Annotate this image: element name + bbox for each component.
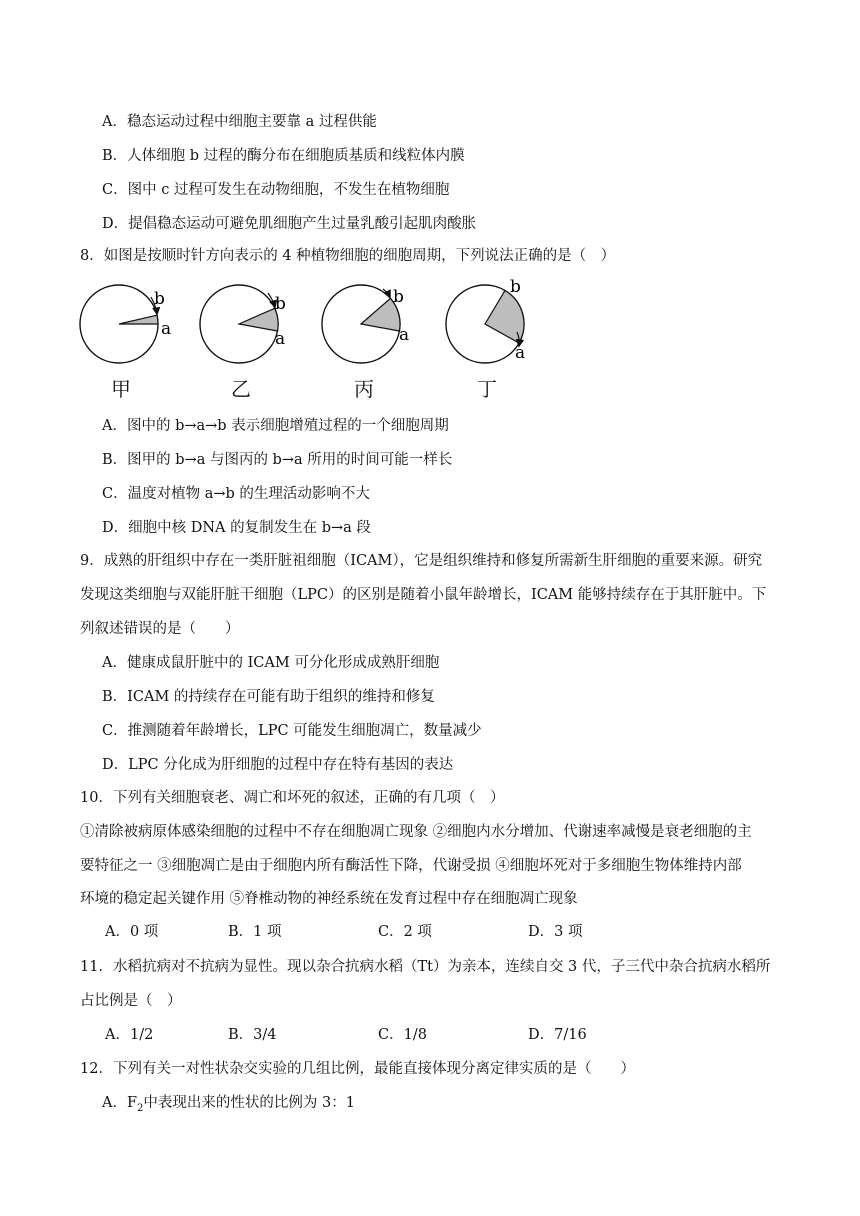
label-a-yi: a	[275, 329, 286, 349]
q11-option-b: B．3/4	[228, 1027, 277, 1043]
q10-option-b: B．1 项	[228, 924, 282, 940]
q9-stem-line-3: 列叙述错误的是（ ）	[80, 621, 240, 637]
q11-option-d: D．7/16	[528, 1027, 587, 1043]
cycle-circle-ding	[446, 277, 525, 363]
q8-option-c: C．温度对植物 a→b 的生理活动影响不大	[102, 486, 370, 502]
label-b-yi: b	[275, 294, 286, 314]
label-b-jia: b	[154, 289, 165, 309]
q10-body-line-3: 环境的稳定起关键作用 ⑤脊椎动物的神经系统在发育过程中存在细胞凋亡现象	[80, 891, 578, 907]
q9-option-a: A．健康成鼠肝脏中的 ICAM 可分化形成成熟肝细胞	[102, 655, 440, 671]
q10-options-row	[105, 922, 825, 946]
q12-option-a-prefix: A．F	[102, 1095, 138, 1111]
cell-cycle-figure	[74, 276, 544, 410]
q12-option-a	[102, 1093, 355, 1119]
q7-option-c: C．图中 c 过程可发生在动物细胞，不发生在植物细胞	[102, 182, 450, 198]
q12-option-a-subscript: 2	[137, 1102, 144, 1114]
label-a-bing: a	[399, 325, 410, 345]
q10-option-c: C．2 项	[378, 924, 432, 940]
cycle-circle-yi	[200, 285, 286, 363]
q12-stem: 12．下列有关一对性状杂交实验的几组比例，最能直接体现分离定律实质的是（ ）	[80, 1061, 635, 1077]
q8-option-d: D．细胞中核 DNA 的复制发生在 b→a 段	[102, 520, 371, 536]
q7-option-a: A．稳态运动过程中细胞主要靠 a 过程供能	[102, 114, 377, 130]
caption-ding: 丁	[477, 377, 497, 401]
label-a-ding: a	[515, 343, 526, 363]
label-b-bing: b	[393, 287, 404, 307]
label-a-jia: a	[161, 319, 172, 339]
q11-options-row	[105, 1025, 825, 1049]
caption-jia: 甲	[111, 377, 131, 401]
q9-option-d: D．LPC 分化成为肝细胞的过程中存在特有基因的表达	[102, 757, 454, 773]
q8-option-b: B．图甲的 b→a 与图丙的 b→a 所用的时间可能一样长	[102, 452, 453, 468]
q11-stem-line-1: 11．水稻抗病对不抗病为显性。现以杂合抗病水稻（Tt）为亲本，连续自交 3 代，子三代中杂合抗病水稻所	[80, 959, 771, 975]
caption-yi: 乙	[231, 377, 251, 401]
label-b-ding: b	[510, 277, 521, 297]
q8-stem: 8．如图是按顺时针方向表示的 4 种植物细胞的细胞周期，下列说法正确的是（ ）	[80, 248, 616, 264]
q9-stem-line-2: 发现这类细胞与双能肝脏干细胞（LPC）的区别是随着小鼠年龄增长，ICAM 能够持续存在于其肝脏中。下	[80, 587, 767, 603]
q10-body-line-2: 要特征之一 ③细胞凋亡是由于细胞内所有酶活性下降，代谢受损 ④细胞坏死对于多细胞生物体维持内部	[80, 858, 742, 874]
caption-bing: 丙	[354, 377, 374, 401]
q10-body-line-1: ①清除被病原体感染细胞的过程中不存在细胞凋亡现象 ②细胞内水分增加、代谢速率减慢是衰老细胞的主	[80, 824, 752, 840]
q7-option-d: D．提倡稳态运动可避免肌细胞产生过量乳酸引起肌肉酸胀	[102, 216, 477, 232]
q11-stem-line-2: 占比例是（ ）	[80, 993, 182, 1009]
q12-option-a-rest: 中表现出来的性状的比例为 3：1	[143, 1095, 355, 1111]
q11-option-c: C．1/8	[378, 1027, 427, 1043]
q9-option-c: C．推测随着年龄增长，LPC 可能发生细胞凋亡，数量减少	[102, 723, 482, 739]
q11-option-a: A．1/2	[105, 1027, 154, 1043]
q10-option-a: A．0 项	[105, 924, 159, 940]
cell-cycle-diagrams	[74, 276, 544, 376]
q10-stem: 10．下列有关细胞衰老、凋亡和坏死的叙述，正确的有几项（ ）	[80, 790, 505, 806]
cycle-circle-bing	[322, 285, 409, 363]
q9-option-b: B．ICAM 的持续存在可能有助于组织的维持和修复	[102, 689, 435, 705]
q8-option-a: A．图中的 b→a→b 表示细胞增殖过程的一个细胞周期	[102, 418, 449, 434]
cycle-circle-jia	[80, 285, 171, 363]
q7-option-b: B．人体细胞 b 过程的酶分布在细胞质基质和线粒体内膜	[102, 148, 465, 164]
q9-stem-line-1: 9．成熟的肝组织中存在一类肝脏祖细胞（ICAM），它是组织维持和修复所需新生肝细胞的重要来源。研究	[80, 553, 763, 569]
q10-option-d: D．3 项	[528, 924, 583, 940]
